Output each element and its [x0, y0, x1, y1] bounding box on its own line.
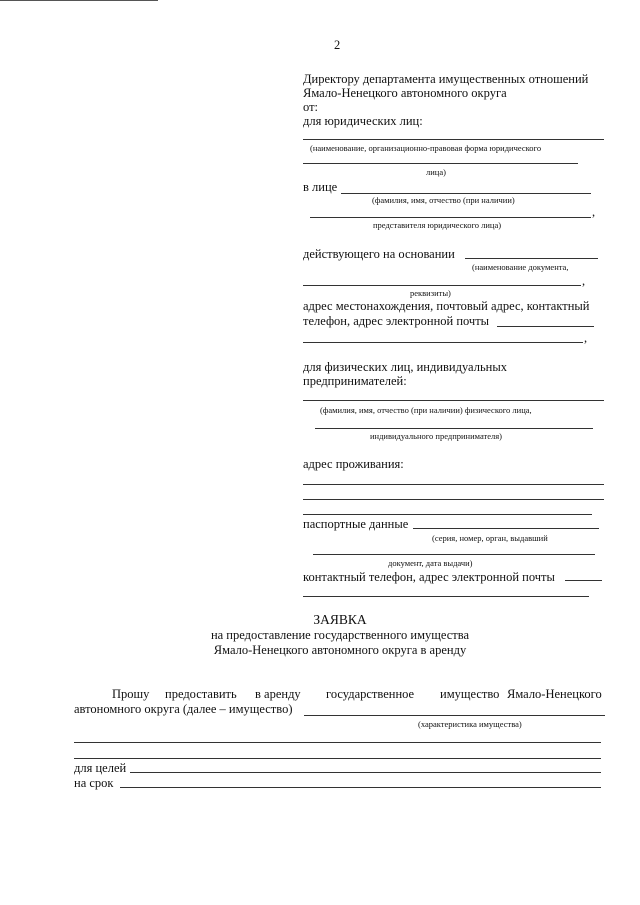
representative-line[interactable] [310, 217, 591, 218]
request-word-6: Ямало-Ненецкого [507, 687, 602, 701]
residence-label: адрес проживания: [303, 457, 404, 471]
comma-2: , [582, 274, 586, 288]
address-line-a[interactable] [497, 326, 594, 327]
individual-heading-1: для физических лиц, индивидуальных [303, 360, 507, 374]
contacts-line-b[interactable] [303, 596, 589, 597]
document-title: ЗАЯВКА [313, 612, 367, 627]
in-person-line[interactable] [341, 193, 591, 194]
residence-line-2[interactable] [303, 499, 604, 500]
hint-fio: (фамилия, имя, отчество (при наличии) [372, 195, 515, 205]
addressee-line2: Ямало-Ненецкого автономного округа [303, 86, 507, 100]
term-label: на срок [74, 776, 114, 790]
legal-name-line-2[interactable] [303, 163, 578, 164]
passport-label: паспортные данные [303, 517, 409, 531]
property-line-3[interactable] [74, 758, 601, 759]
hint-passport-1: (серия, номер, орган, выдавший [432, 533, 548, 543]
residence-line-1[interactable] [303, 484, 604, 485]
purpose-label: для целей [74, 761, 127, 775]
addressee-line1: Директору департамента имущественных отношений [303, 72, 589, 86]
acting-line[interactable] [465, 258, 598, 259]
document-subtitle-1: на предоставление государственного имущества [210, 628, 470, 642]
requisites-line[interactable] [303, 285, 581, 286]
addressee-from: от: [303, 100, 319, 114]
hint-passport-2: документ, дата выдачи) [388, 558, 473, 568]
request-word-4: государственное [326, 687, 415, 701]
request-word-2: предоставить [165, 687, 237, 701]
contacts-label: контактный телефон, адрес электронной почты [303, 570, 555, 584]
hint-legal-name-1: (наименование, организационно-правовая форма юридического [310, 143, 542, 153]
hint-requisites: реквизиты) [410, 288, 451, 298]
acting-label: действующего на основании [303, 247, 455, 261]
hint-individual-fio: (фамилия, имя, отчество (при наличии) физического лица, [320, 405, 532, 415]
request-line-2: автономного округа (далее – имущество) [74, 702, 293, 716]
property-line[interactable] [304, 715, 605, 716]
property-line-2[interactable] [74, 742, 601, 743]
comma-3: , [584, 331, 588, 345]
legal-heading: для юридических лиц: [303, 114, 423, 128]
individual-ip-line[interactable] [315, 428, 593, 429]
address-label-1: адрес местонахождения, почтовый адрес, контактный [303, 299, 590, 313]
hint-property: (характеристика имущества) [418, 719, 522, 729]
individual-fio-line[interactable] [303, 400, 604, 401]
individual-heading-2: предпринимателей: [303, 374, 407, 388]
contacts-line-a[interactable] [565, 580, 602, 581]
document-subtitle-2: Ямало-Ненецкого автономного округа в аренду [213, 643, 467, 657]
legal-name-line[interactable] [303, 139, 604, 140]
hint-legal-name-2: лица) [426, 167, 446, 177]
address-label-2: телефон, адрес электронной почты [303, 314, 490, 328]
page-number: 2 [334, 38, 341, 52]
request-word-1: Прошу [112, 687, 150, 701]
purpose-line[interactable] [130, 772, 601, 773]
comma-1: , [592, 205, 596, 219]
hint-individual-ip: индивидуального предпринимателя) [370, 431, 502, 441]
hint-representative: представителя юридического лица) [373, 220, 502, 230]
term-line[interactable] [120, 787, 601, 788]
passport-line-2[interactable] [313, 554, 595, 555]
top-rule [0, 0, 158, 1]
in-person-label: в лице [303, 180, 338, 194]
residence-line-3[interactable] [303, 514, 592, 515]
request-word-5: имущество [440, 687, 500, 701]
hint-document: (наименование документа, [472, 262, 569, 272]
passport-line[interactable] [413, 528, 599, 529]
address-line-b[interactable] [303, 342, 583, 343]
request-word-3: в аренду [255, 687, 301, 701]
